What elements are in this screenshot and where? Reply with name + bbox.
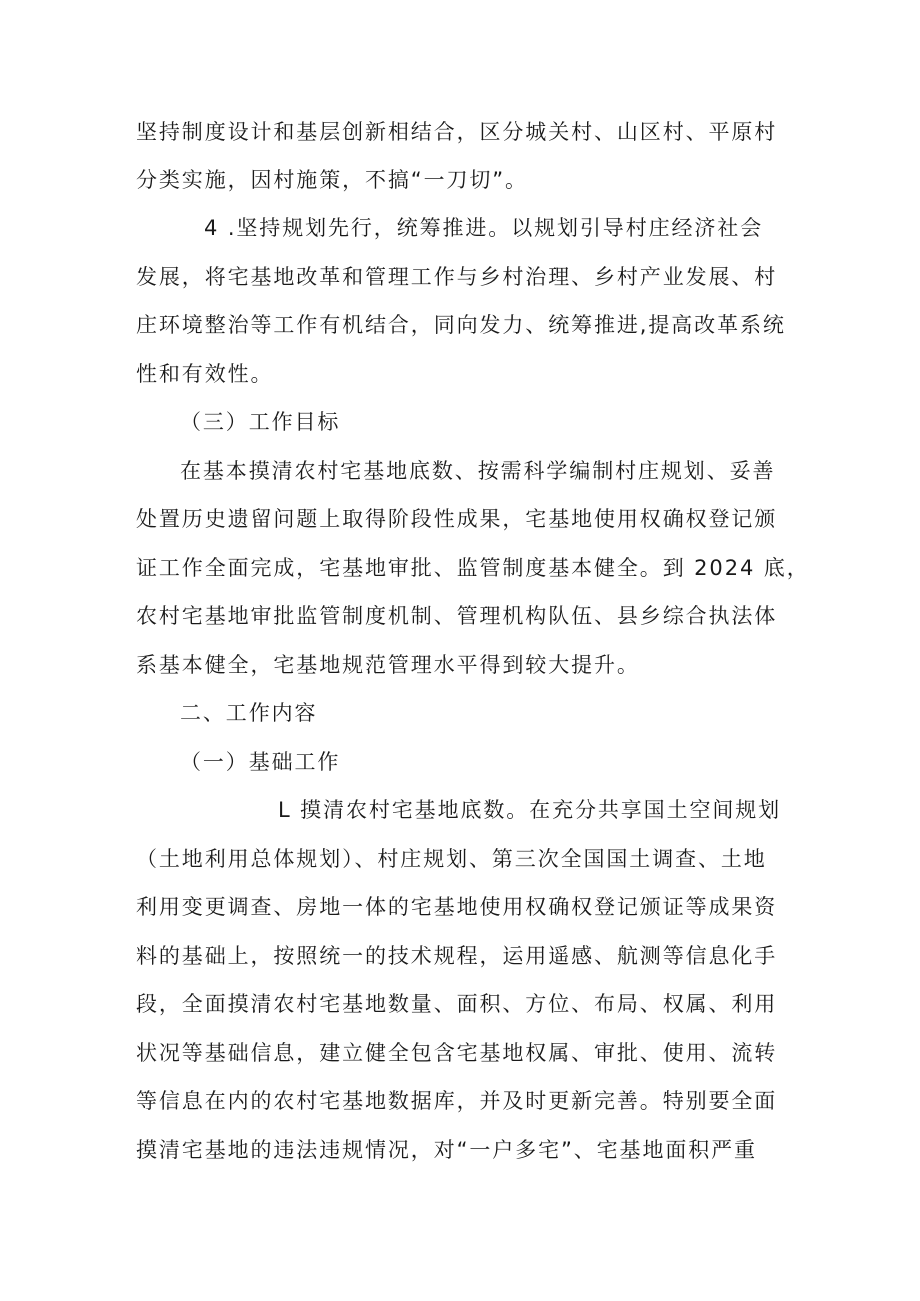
section-heading: （三）工作目标 (180, 410, 341, 434)
paragraph-line: 利用变更调查、房地一体的宅基地使用权确权登记颁证等成果资 (136, 895, 778, 919)
paragraph-line: 等信息在内的农村宅基地数据库，并及时更新完善。特别要全面 (136, 1089, 778, 1113)
paragraph-line: 农村宅基地审批监管制度机制、管理机构队伍、县乡综合执法体 (136, 604, 778, 628)
paragraph-line: 系基本健全，宅基地规范管理水平得到较大提升。 (136, 653, 640, 677)
paragraph-line: 摸清宅基地的违法违规情况，对“一户多宅”、宅基地面积严重 (136, 1138, 757, 1162)
paragraph-line: 处置历史遗留问题上取得阶段性成果，宅基地使用权确权登记颁 (136, 507, 778, 531)
paragraph-line: L 摸清农村宅基地底数。在充分共享国土空间规划 (278, 798, 782, 822)
paragraph-line: （土地利用总体规划）、村庄规划、第三次全国国土调查、土地 (136, 847, 767, 871)
paragraph-line: 证工作全面完成，宅基地审批、监管制度基本健全。到 2024 底， (136, 556, 810, 580)
section-heading: 二、工作内容 (180, 701, 318, 725)
paragraph-line: 分类实施，因村施策，不搞“一刀切”。 (136, 168, 528, 192)
paragraph-line: 状况等基础信息，建立健全包含宅基地权属、审批、使用、流转 (136, 1041, 778, 1065)
paragraph-line: 料的基础上，按照统一的技术规程，运用遥感、航测等信息化手 (136, 944, 778, 968)
paragraph-line: 在基本摸清农村宅基地底数、按需科学编制村庄规划、妥善 (180, 459, 776, 483)
paragraph-line: 坚持制度设计和基层创新相结合，区分城关村、山区村、平原村 (136, 120, 778, 144)
paragraph-line: 性和有效性。 (136, 362, 274, 386)
section-heading: （一）基础工作 (180, 750, 341, 774)
paragraph-line: 4 .坚持规划先行，统筹推进。以规划引导村庄经济社会 (204, 216, 764, 240)
paragraph-line: 段，全面摸清农村宅基地数量、面积、方位、布局、权属、利用 (136, 992, 778, 1016)
paragraph-line: 发展，将宅基地改革和管理工作与乡村治理、乡村产业发展、村 (136, 265, 778, 289)
paragraph-line: 庄环境整治等工作有机结合，同向发力、统筹推进,提高改革系统 (136, 313, 786, 337)
